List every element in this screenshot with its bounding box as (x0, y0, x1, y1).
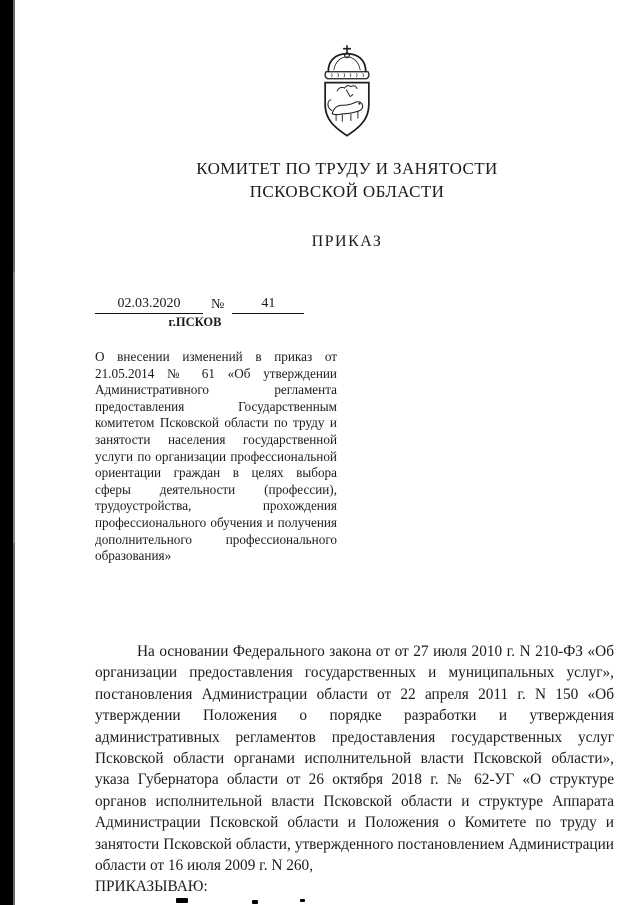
document-number: 41 (232, 296, 304, 314)
scan-artifact-mark (252, 900, 258, 904)
scan-artifact-left-bar (0, 0, 13, 905)
order-word: ПРИКАЗЫВАЮ: (95, 878, 208, 896)
document-type-title: ПРИКАЗ (311, 233, 383, 250)
date-number-block (95, 296, 307, 330)
scan-artifact-mark (176, 898, 188, 903)
subject-paragraph: О внесении изменений в приказ от 21.05.2014 № 61 «Об утверждении Административного регламента предоставления Государственным комитетом Псковской области по труду и занятости населения государственной услуги по организации профессиональной ориентации граждан в целях выбора сферы деятельности (профессии), трудоустройства, прохождения профессионального обучения и получения дополнительного профессионального образования» (95, 349, 337, 564)
document-date: 02.03.2020 (95, 296, 203, 314)
number-sign: № (211, 297, 225, 312)
organization-name-line2: ПСКОВСКОЙ ОБЛАСТИ (249, 182, 445, 201)
document-body (95, 641, 614, 898)
scan-artifact-mark (300, 899, 305, 902)
organization-name-line1: КОМИТЕТ ПО ТРУДУ И ЗАНЯТОСТИ (196, 159, 498, 178)
organization-name (54, 157, 640, 203)
document-city: г.ПСКОВ (168, 315, 222, 329)
pskov-coat-of-arms-icon (308, 42, 386, 142)
date-line (95, 296, 307, 314)
body-paragraph: На основании Федерального закона от от 27 июля 2010 г. N 210-ФЗ «Об организации предоставления государственных и муниципальных услуг», постановления Администрации области от 22 апреля 2011 г. N 150 «Об утверждении Положения о порядке разработки и утверждения административных регламентов предоставления государственных услуг Псковской области органами исполнительной власти Псковской области», указа Губернатора области от 26 октября 2018 г. № 62-УГ «О структуре органов исполнительной власти Псковской области и структуре Аппарата Администрации Псковской области и Положения о Комитете по труду и занятости Псковской области, утвержденного постановлением Администрации области от 16 июля 2009 г. N 260, (95, 643, 614, 875)
